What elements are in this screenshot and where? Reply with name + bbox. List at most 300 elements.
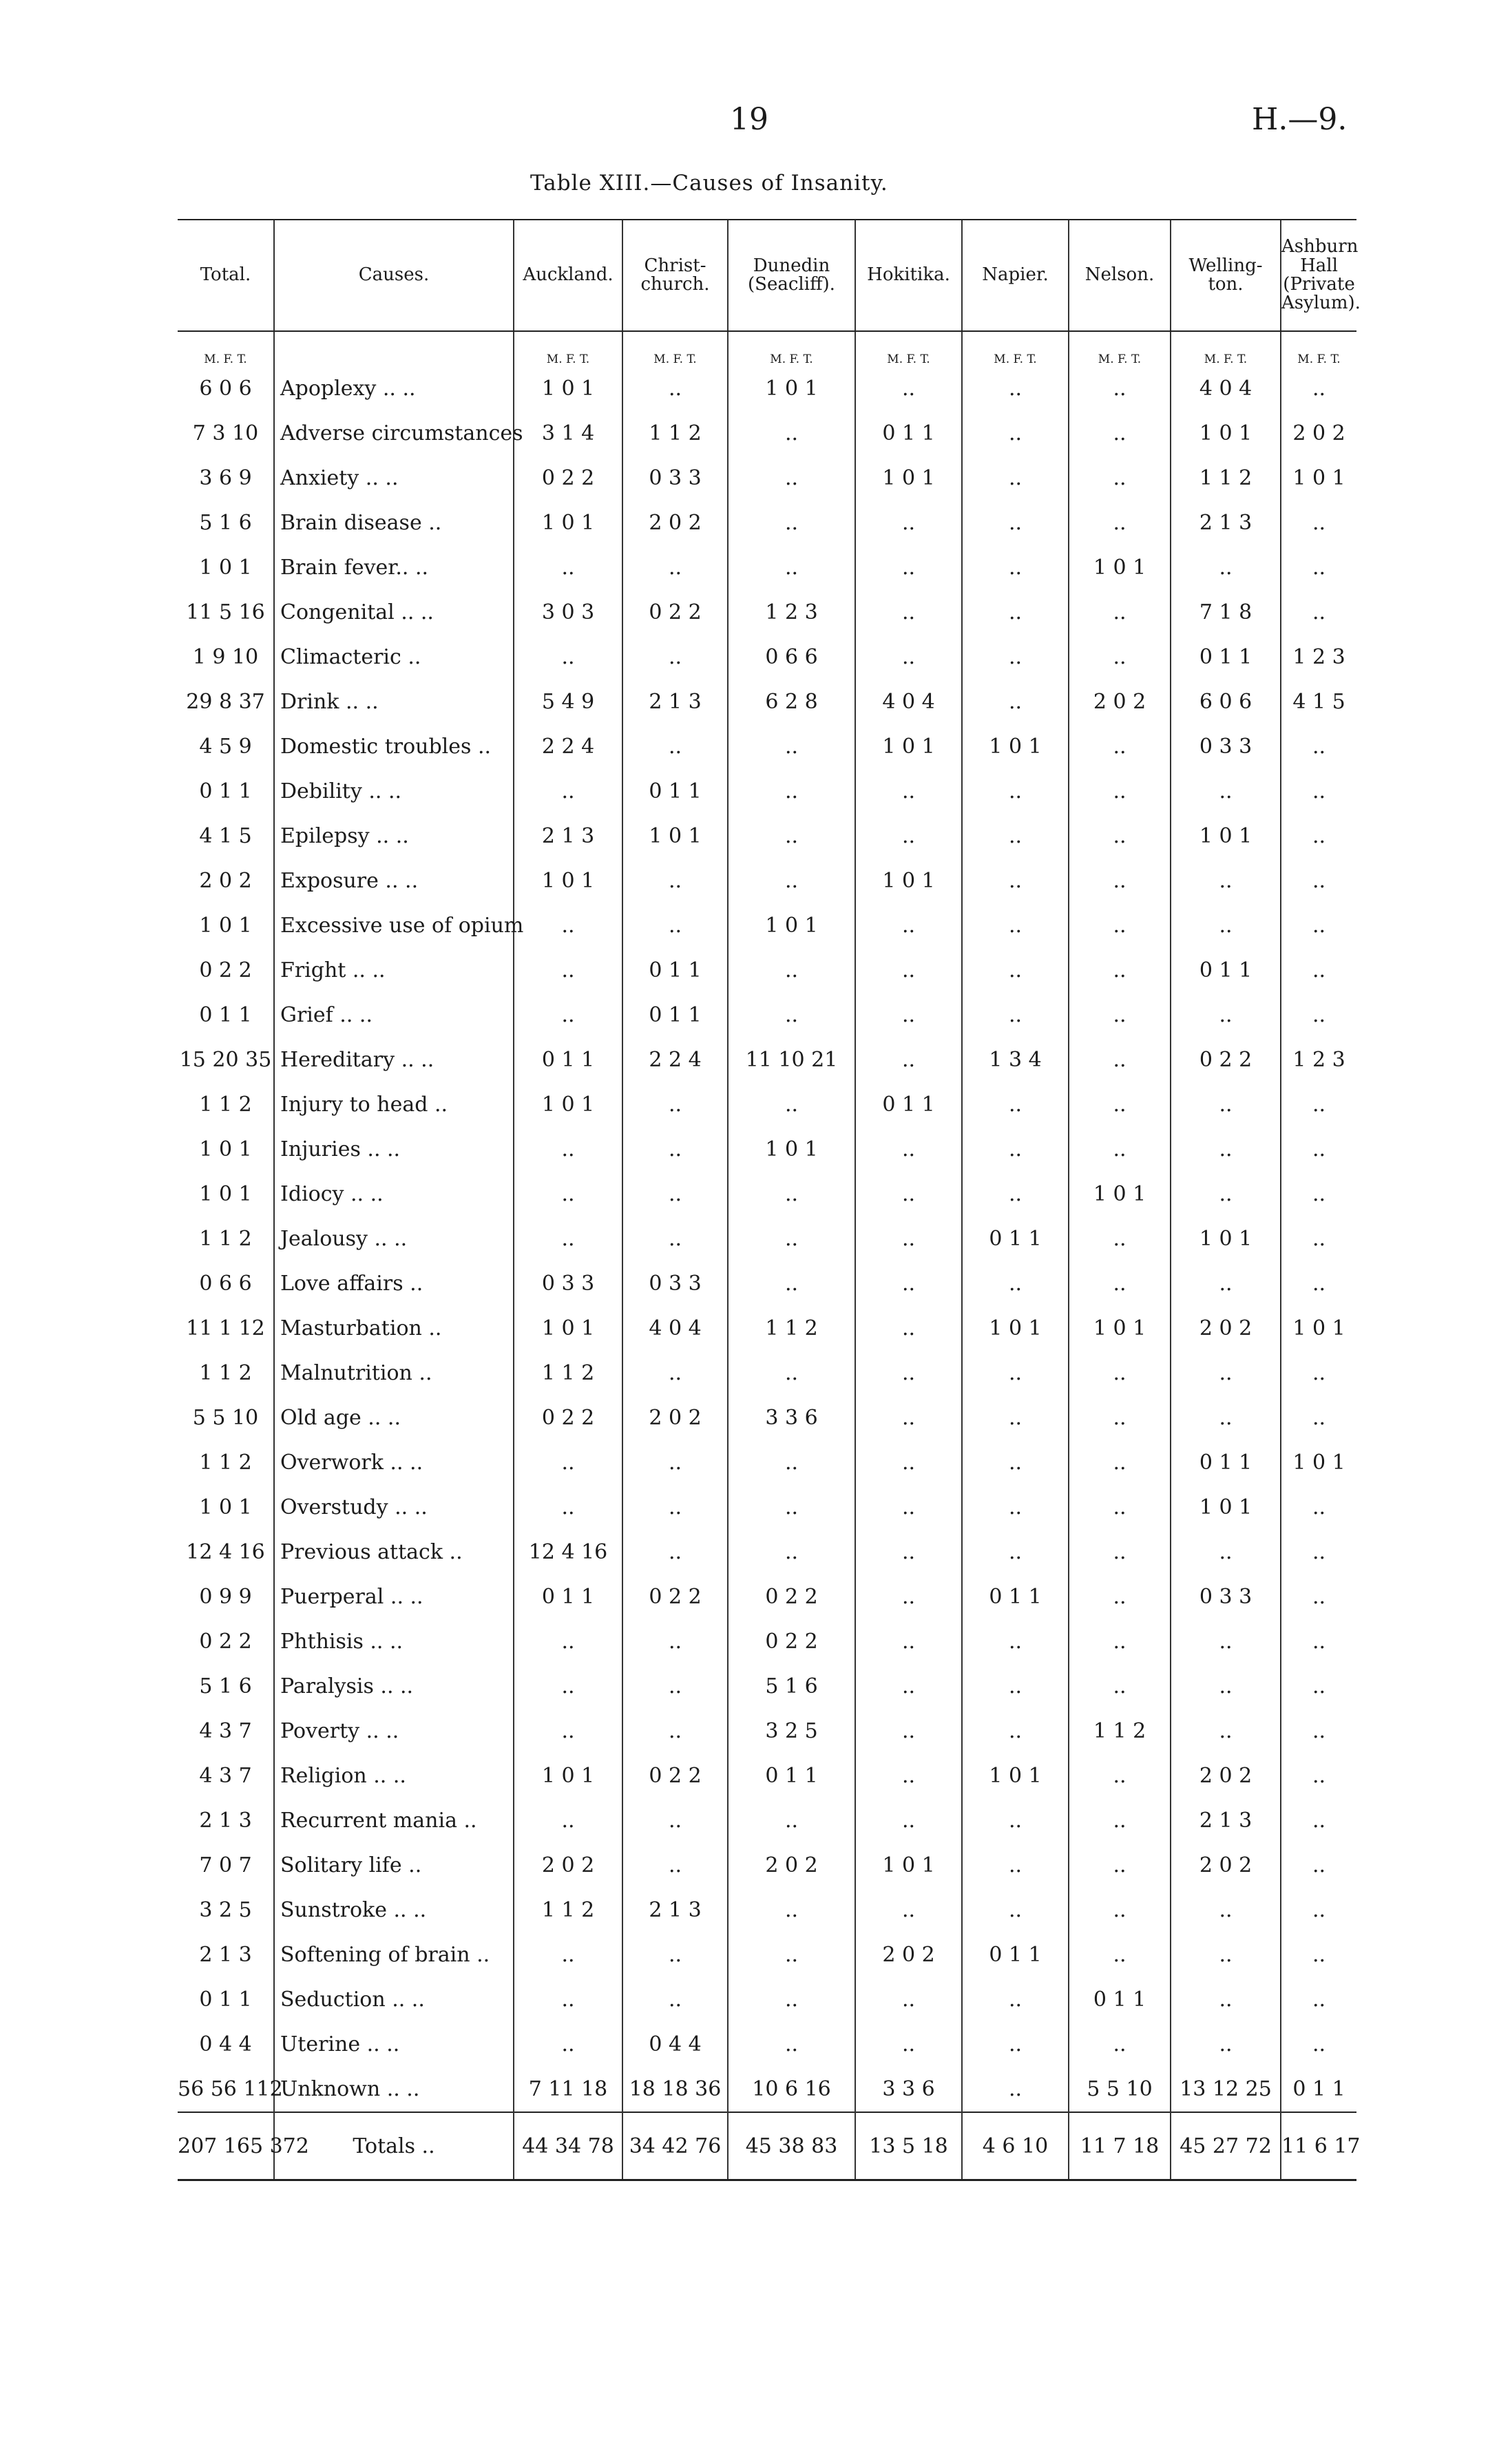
cell-dunedin: 1 2 3 — [728, 590, 855, 635]
cell-hokitika: .. — [855, 545, 962, 590]
cell-wellington: 1 0 1 — [1171, 411, 1281, 456]
row-cause: Unknown .. .. — [274, 2067, 514, 2112]
cell-wellington: .. — [1171, 859, 1281, 903]
cell-christchurch: .. — [622, 1530, 728, 1575]
cell-ashburn-hall: 1 2 3 — [1292, 1048, 1345, 1072]
row-cause: Brain fever.. .. — [274, 545, 514, 590]
table-row — [178, 1530, 1356, 1575]
cell-napier: 1 0 1 — [962, 724, 1069, 769]
cell-christchurch: .. — [622, 1709, 728, 1754]
cell-napier: .. — [962, 680, 1069, 724]
table-row — [178, 1351, 1356, 1396]
cell-hokitika: .. — [855, 1619, 962, 1664]
cell-auckland: .. — [514, 2022, 622, 2067]
row-total: 12 4 16 — [178, 1530, 274, 1575]
cell-nelson: .. — [1069, 1888, 1171, 1933]
cell-nelson: .. — [1069, 1798, 1171, 1843]
row-cause: Religion .. .. — [274, 1754, 514, 1798]
cell-nelson: .. — [1069, 456, 1171, 501]
row-total: 4 5 9 — [178, 724, 274, 769]
cell-hokitika: .. — [855, 903, 962, 948]
cell-dunedin: 0 2 2 — [728, 1575, 855, 1619]
table-row — [178, 1396, 1356, 1440]
col-header-napier: Napier. — [962, 220, 1069, 331]
cell-wellington: 0 3 3 — [1171, 1575, 1281, 1619]
row-cause: Love affairs .. — [274, 1261, 514, 1306]
cell-napier: .. — [962, 1843, 1069, 1888]
cell-ashburn-hall: .. — [1312, 824, 1326, 848]
cell-ashburn-hall: .. — [1312, 1406, 1326, 1430]
cell-christchurch: .. — [622, 1440, 728, 1485]
cell-hokitika: .. — [855, 948, 962, 993]
cell-christchurch: 18 18 36 — [622, 2067, 728, 2112]
cell-dunedin: 3 2 5 — [728, 1709, 855, 1754]
cell-auckland: 1 1 2 — [514, 1888, 622, 1933]
table-row — [178, 993, 1356, 1038]
row-cause: Old age .. .. — [274, 1396, 514, 1440]
table-row — [178, 1172, 1356, 1217]
cell-christchurch: .. — [622, 545, 728, 590]
table-row — [178, 1485, 1356, 1530]
cell-dunedin: .. — [728, 948, 855, 993]
cell-auckland: 0 3 3 — [514, 1261, 622, 1306]
cell-dunedin: .. — [728, 814, 855, 859]
cell-wellington: .. — [1171, 1082, 1281, 1127]
cell-wellington: .. — [1171, 1933, 1281, 1977]
totals-auckland: 44 34 78 — [514, 2112, 622, 2180]
mft-subheader-row — [178, 331, 1356, 366]
cell-ashburn-hall: .. — [1312, 1674, 1326, 1698]
row-cause: Epilepsy .. .. — [274, 814, 514, 859]
cell-auckland: 1 0 1 — [514, 501, 622, 545]
table-row — [178, 948, 1356, 993]
cell-wellington: .. — [1171, 1619, 1281, 1664]
cell-nelson: .. — [1069, 501, 1171, 545]
cell-auckland: 1 0 1 — [514, 1082, 622, 1127]
document-reference: H.—9. — [1252, 102, 1348, 137]
cell-hokitika: .. — [855, 1888, 962, 1933]
row-total: 0 1 1 — [178, 1977, 274, 2022]
cell-ashburn-hall: 2 0 2 — [1292, 421, 1345, 445]
totals-ashburn-hall: 11 6 17 — [1281, 2112, 1356, 2180]
cell-hokitika: 1 0 1 — [855, 859, 962, 903]
cell-wellington: .. — [1171, 1530, 1281, 1575]
table-title: Table XIII.—Causes of Insanity. — [530, 171, 888, 196]
cell-hokitika: .. — [855, 1351, 962, 1396]
cell-christchurch: .. — [622, 1082, 728, 1127]
cell-napier: 1 0 1 — [962, 1306, 1069, 1351]
totals-hokitika: 13 5 18 — [855, 2112, 962, 2180]
table-row — [178, 814, 1356, 859]
row-cause: Domestic troubles .. — [274, 724, 514, 769]
cell-christchurch: .. — [622, 1217, 728, 1261]
row-total: 3 2 5 — [178, 1888, 274, 1933]
cell-auckland: 0 2 2 — [514, 456, 622, 501]
cell-ashburn-hall: .. — [1312, 735, 1326, 759]
cell-wellington: 1 0 1 — [1171, 1217, 1281, 1261]
cell-ashburn-hall: .. — [1312, 914, 1326, 938]
row-total: 2 1 3 — [178, 1798, 274, 1843]
row-cause: Congenital .. .. — [274, 590, 514, 635]
cell-dunedin: .. — [728, 724, 855, 769]
col-header-causes: Causes. — [274, 220, 514, 331]
cell-ashburn-hall: .. — [1312, 1943, 1326, 1967]
row-cause: Apoplexy .. .. — [274, 366, 514, 411]
cell-ashburn-hall: 0 1 1 — [1292, 2077, 1345, 2101]
cell-hokitika: 4 0 4 — [855, 680, 962, 724]
cell-hokitika: .. — [855, 1664, 962, 1709]
cell-napier: .. — [962, 501, 1069, 545]
cell-auckland: 0 1 1 — [514, 1038, 622, 1082]
col-header-nelson: Nelson. — [1069, 220, 1171, 331]
table-row — [178, 859, 1356, 903]
cell-dunedin: 1 0 1 — [728, 366, 855, 411]
cell-christchurch: .. — [622, 1933, 728, 1977]
cell-napier: .. — [962, 859, 1069, 903]
table-row — [178, 724, 1356, 769]
row-total: 1 1 2 — [178, 1082, 274, 1127]
row-cause: Puerperal .. .. — [274, 1575, 514, 1619]
table-row — [178, 1888, 1356, 1933]
cell-hokitika: .. — [855, 1575, 962, 1619]
cell-nelson: .. — [1069, 1261, 1171, 1306]
cell-wellington: 1 0 1 — [1171, 1485, 1281, 1530]
mft-label: M. F. T. — [1297, 352, 1341, 366]
row-total: 5 1 6 — [178, 1664, 274, 1709]
cell-auckland: .. — [514, 1127, 622, 1172]
table-row — [178, 903, 1356, 948]
cell-napier: .. — [962, 814, 1069, 859]
cell-dunedin: 1 0 1 — [728, 903, 855, 948]
row-total: 11 1 12 — [178, 1306, 274, 1351]
cell-wellington: .. — [1171, 2022, 1281, 2067]
cell-wellington: 2 0 2 — [1171, 1843, 1281, 1888]
row-cause: Recurrent mania .. — [274, 1798, 514, 1843]
cell-ashburn-hall: .. — [1312, 1182, 1326, 1206]
cell-nelson: .. — [1069, 1530, 1171, 1575]
cell-dunedin: .. — [728, 859, 855, 903]
cell-auckland: .. — [514, 1933, 622, 1977]
table-row — [178, 1798, 1356, 1843]
cell-hokitika: 0 1 1 — [855, 411, 962, 456]
table-row — [178, 1619, 1356, 1664]
row-cause: Fright .. .. — [274, 948, 514, 993]
cell-nelson: .. — [1069, 1351, 1171, 1396]
cell-dunedin: .. — [728, 545, 855, 590]
cell-dunedin: .. — [728, 1888, 855, 1933]
cell-ashburn-hall: 1 0 1 — [1292, 1451, 1345, 1475]
cell-ashburn-hall: .. — [1312, 1585, 1326, 1609]
cell-wellington: 1 1 2 — [1171, 456, 1281, 501]
col-header-hokitika: Hokitika. — [855, 220, 962, 331]
table-row — [178, 1261, 1356, 1306]
cell-auckland: 2 2 4 — [514, 724, 622, 769]
table-row — [178, 1082, 1356, 1127]
cell-dunedin: 0 2 2 — [728, 1619, 855, 1664]
cell-ashburn-hall: .. — [1312, 1853, 1326, 1877]
table-row — [178, 2067, 1356, 2112]
cell-auckland: .. — [514, 1217, 622, 1261]
cell-napier: .. — [962, 1351, 1069, 1396]
cell-ashburn-hall: .. — [1312, 600, 1326, 624]
cell-dunedin: .. — [728, 2022, 855, 2067]
cell-wellington: .. — [1171, 545, 1281, 590]
row-total: 7 3 10 — [178, 411, 274, 456]
cell-wellington: 0 1 1 — [1171, 1440, 1281, 1485]
cell-auckland: .. — [514, 1977, 622, 2022]
cell-dunedin: .. — [728, 1440, 855, 1485]
cell-christchurch: .. — [622, 1664, 728, 1709]
row-cause: Injury to head .. — [274, 1082, 514, 1127]
cell-wellington: .. — [1171, 1977, 1281, 2022]
table-row — [178, 501, 1356, 545]
row-total: 29 8 37 — [178, 680, 274, 724]
cell-wellington: 7 1 8 — [1171, 590, 1281, 635]
mft-label: M. F. T. — [855, 331, 962, 366]
cell-nelson: .. — [1069, 1485, 1171, 1530]
cell-wellington: .. — [1171, 1172, 1281, 1217]
cell-dunedin: .. — [728, 501, 855, 545]
cell-christchurch: .. — [622, 724, 728, 769]
cell-napier: 0 1 1 — [962, 1933, 1069, 1977]
cell-ashburn-hall: .. — [1312, 1898, 1326, 1922]
cell-nelson: .. — [1069, 1619, 1171, 1664]
cell-hokitika: .. — [855, 1709, 962, 1754]
mft-label: M. F. T. — [1069, 331, 1171, 366]
row-cause: Sunstroke .. .. — [274, 1888, 514, 1933]
cell-nelson: 2 0 2 — [1069, 680, 1171, 724]
row-cause: Anxiety .. .. — [274, 456, 514, 501]
cell-napier: .. — [962, 1664, 1069, 1709]
cell-napier: .. — [962, 1888, 1069, 1933]
cell-nelson: .. — [1069, 724, 1171, 769]
causes-of-insanity-table — [178, 219, 1361, 2181]
cell-hokitika: .. — [855, 590, 962, 635]
cell-christchurch: 2 0 2 — [622, 501, 728, 545]
mft-label: M. F. T. — [728, 331, 855, 366]
cell-ashburn-hall: .. — [1312, 1988, 1326, 2012]
cell-hokitika: 1 0 1 — [855, 1843, 962, 1888]
row-total: 1 0 1 — [178, 1127, 274, 1172]
row-total: 4 3 7 — [178, 1754, 274, 1798]
cell-dunedin: .. — [728, 1977, 855, 2022]
cell-napier: 0 1 1 — [962, 1575, 1069, 1619]
cell-wellington: 0 3 3 — [1171, 724, 1281, 769]
cell-christchurch: 4 0 4 — [622, 1306, 728, 1351]
row-total: 11 5 16 — [178, 590, 274, 635]
cell-auckland: .. — [514, 1664, 622, 1709]
cell-hokitika: 3 3 6 — [855, 2067, 962, 2112]
cell-auckland: 1 0 1 — [514, 1306, 622, 1351]
cell-nelson: 1 1 2 — [1069, 1709, 1171, 1754]
table-row — [178, 590, 1356, 635]
cell-wellington: .. — [1171, 1351, 1281, 1396]
cell-dunedin: 3 3 6 — [728, 1396, 855, 1440]
cell-dunedin: .. — [728, 411, 855, 456]
row-cause: Malnutrition .. — [274, 1351, 514, 1396]
col-header-auckland: Auckland. — [514, 220, 622, 331]
cell-hokitika: 2 0 2 — [855, 1933, 962, 1977]
cell-napier: 0 1 1 — [962, 1217, 1069, 1261]
cell-ashburn-hall: .. — [1312, 869, 1326, 893]
cell-hokitika: .. — [855, 1038, 962, 1082]
cell-nelson: 1 0 1 — [1069, 545, 1171, 590]
row-cause: Seduction .. .. — [274, 1977, 514, 2022]
table-row — [178, 456, 1356, 501]
cell-christchurch: 2 2 4 — [622, 1038, 728, 1082]
cell-nelson: .. — [1069, 903, 1171, 948]
row-cause: Previous attack .. — [274, 1530, 514, 1575]
cell-napier: .. — [962, 1709, 1069, 1754]
table-row — [178, 366, 1356, 411]
cell-dunedin: .. — [728, 456, 855, 501]
row-cause: Paralysis .. .. — [274, 1664, 514, 1709]
totals-nelson: 11 7 18 — [1069, 2112, 1171, 2180]
cell-wellington: 2 0 2 — [1171, 1306, 1281, 1351]
cell-christchurch: .. — [622, 1798, 728, 1843]
cell-hokitika: .. — [855, 1977, 962, 2022]
cell-wellington: .. — [1171, 1261, 1281, 1306]
cell-auckland: .. — [514, 1172, 622, 1217]
row-total: 0 9 9 — [178, 1575, 274, 1619]
cell-napier: .. — [962, 1977, 1069, 2022]
table-row — [178, 1127, 1356, 1172]
col-header-wellington: Welling-ton. — [1171, 220, 1281, 331]
row-total: 1 1 2 — [178, 1440, 274, 1485]
cell-ashburn-hall: .. — [1312, 1540, 1326, 1564]
col-header-total: Total. — [178, 220, 274, 331]
cell-ashburn-hall: .. — [1312, 1003, 1326, 1027]
cell-christchurch: 2 0 2 — [622, 1396, 728, 1440]
row-cause: Masturbation .. — [274, 1306, 514, 1351]
cell-christchurch: 0 1 1 — [622, 948, 728, 993]
cell-wellington: 2 1 3 — [1171, 501, 1281, 545]
cell-nelson: .. — [1069, 1933, 1171, 1977]
cell-hokitika: .. — [855, 1306, 962, 1351]
cell-nelson: .. — [1069, 1664, 1171, 1709]
cell-christchurch: 0 2 2 — [622, 1575, 728, 1619]
cell-auckland: 1 0 1 — [514, 859, 622, 903]
cell-hokitika: .. — [855, 769, 962, 814]
cell-auckland: .. — [514, 948, 622, 993]
cell-nelson: .. — [1069, 590, 1171, 635]
row-total: 1 1 2 — [178, 1217, 274, 1261]
cell-napier: .. — [962, 590, 1069, 635]
mft-label: M. F. T. — [622, 331, 728, 366]
cell-hokitika: .. — [855, 1485, 962, 1530]
cell-ashburn-hall: .. — [1312, 377, 1326, 401]
cell-napier: .. — [962, 1127, 1069, 1172]
cell-auckland: 12 4 16 — [514, 1530, 622, 1575]
cell-christchurch: .. — [622, 366, 728, 411]
cell-wellington: 6 0 6 — [1171, 680, 1281, 724]
row-cause: Exposure .. .. — [274, 859, 514, 903]
cell-christchurch: .. — [622, 1351, 728, 1396]
cell-dunedin: .. — [728, 1217, 855, 1261]
cell-napier: .. — [962, 1172, 1069, 1217]
cell-ashburn-hall: .. — [1312, 1272, 1326, 1296]
cell-nelson: .. — [1069, 1396, 1171, 1440]
mft-label: M. F. T. — [178, 331, 274, 366]
cell-ashburn-hall: .. — [1312, 1495, 1326, 1519]
cell-auckland: 0 2 2 — [514, 1396, 622, 1440]
cell-nelson: 1 0 1 — [1069, 1172, 1171, 1217]
cell-napier: .. — [962, 769, 1069, 814]
cell-christchurch: .. — [622, 635, 728, 680]
cell-nelson: .. — [1069, 769, 1171, 814]
cell-christchurch: .. — [622, 1619, 728, 1664]
row-total: 1 0 1 — [178, 1485, 274, 1530]
cell-christchurch: 0 1 1 — [622, 769, 728, 814]
cell-nelson: .. — [1069, 1575, 1171, 1619]
row-total: 0 4 4 — [178, 2022, 274, 2067]
cell-christchurch: .. — [622, 903, 728, 948]
cell-napier: .. — [962, 1440, 1069, 1485]
cell-ashburn-hall: .. — [1312, 1227, 1326, 1251]
cell-ashburn-hall: .. — [1312, 779, 1326, 803]
cell-ashburn-hall: .. — [1312, 1361, 1326, 1385]
row-cause: Drink .. .. — [274, 680, 514, 724]
row-cause: Climacteric .. — [274, 635, 514, 680]
cell-napier: .. — [962, 545, 1069, 590]
cell-auckland: 1 0 1 — [514, 1754, 622, 1798]
row-total: 1 0 1 — [178, 903, 274, 948]
cell-auckland: 2 0 2 — [514, 1843, 622, 1888]
row-total: 4 1 5 — [178, 814, 274, 859]
cell-auckland: .. — [514, 769, 622, 814]
cell-nelson: .. — [1069, 948, 1171, 993]
cell-dunedin: 0 1 1 — [728, 1754, 855, 1798]
cell-napier: .. — [962, 1619, 1069, 1664]
cell-napier: .. — [962, 1485, 1069, 1530]
cell-nelson: .. — [1069, 993, 1171, 1038]
cell-wellington: .. — [1171, 1888, 1281, 1933]
cell-napier: .. — [962, 635, 1069, 680]
row-total: 1 0 1 — [178, 545, 274, 590]
cell-nelson: .. — [1069, 2022, 1171, 2067]
row-cause: Idiocy .. .. — [274, 1172, 514, 1217]
row-cause: Adverse circumstances — [274, 411, 514, 456]
cell-napier: .. — [962, 456, 1069, 501]
cell-christchurch: 1 1 2 — [622, 411, 728, 456]
row-total: 15 20 35 — [178, 1038, 274, 1082]
table-row — [178, 1575, 1356, 1619]
cell-hokitika: 0 1 1 — [855, 1082, 962, 1127]
cell-nelson: .. — [1069, 859, 1171, 903]
row-total: 0 2 2 — [178, 1619, 274, 1664]
cell-dunedin: .. — [728, 993, 855, 1038]
table-row — [178, 1306, 1356, 1351]
cell-ashburn-hall: .. — [1312, 511, 1326, 535]
totals-dunedin: 45 38 83 — [728, 2112, 855, 2180]
cell-auckland: 3 1 4 — [514, 411, 622, 456]
cell-dunedin: 2 0 2 — [728, 1843, 855, 1888]
cell-nelson: .. — [1069, 1843, 1171, 1888]
cell-ashburn-hall: .. — [1312, 1719, 1326, 1743]
totals-wellington: 45 27 72 — [1171, 2112, 1281, 2180]
row-total: 3 6 9 — [178, 456, 274, 501]
cell-napier: .. — [962, 1798, 1069, 1843]
cell-auckland: 3 0 3 — [514, 590, 622, 635]
cell-nelson: .. — [1069, 1217, 1171, 1261]
row-cause: Injuries .. .. — [274, 1127, 514, 1172]
cell-dunedin: .. — [728, 1082, 855, 1127]
row-total: 0 2 2 — [178, 948, 274, 993]
row-total: 0 1 1 — [178, 769, 274, 814]
row-total: 1 0 1 — [178, 1172, 274, 1217]
page-number: 19 — [730, 102, 768, 137]
cell-ashburn-hall: 4 1 5 — [1292, 690, 1345, 714]
